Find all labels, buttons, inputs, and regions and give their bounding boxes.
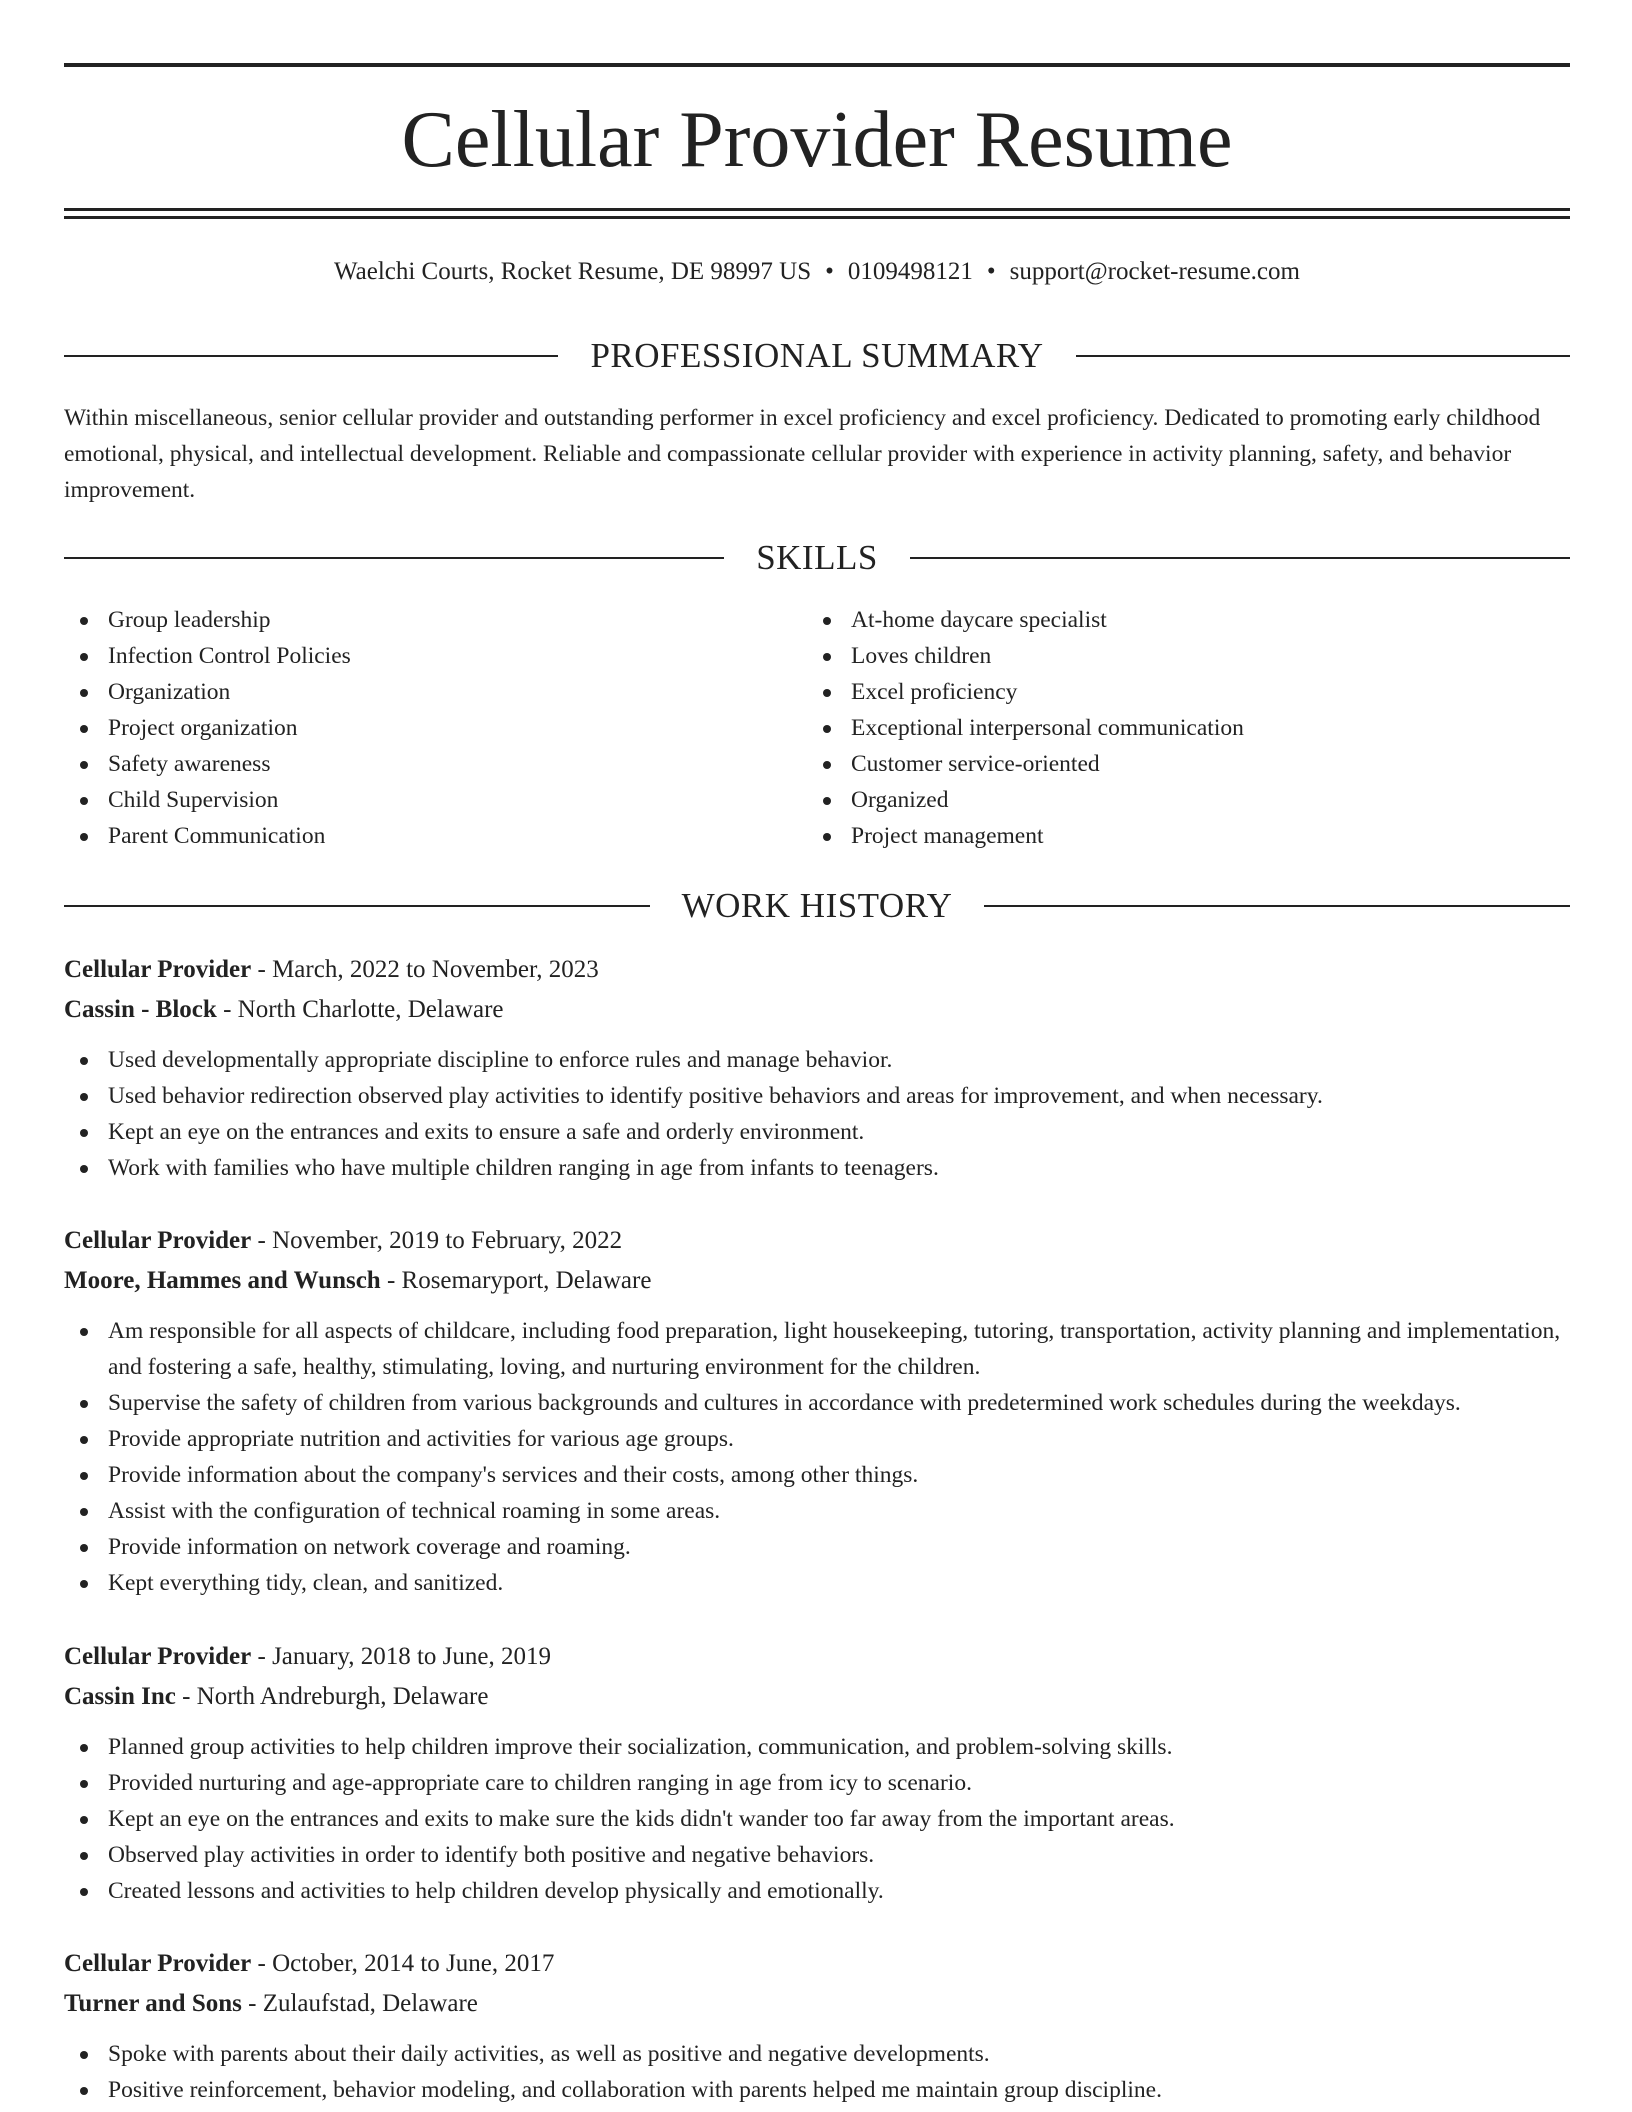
job-bullet: Used behavior redirection observed play activities to identify positive behaviors and areas for improvement, and when necessary. xyxy=(64,1078,1570,1114)
section-title: SKILLS xyxy=(756,538,878,577)
job-bullet: Created lessons and activities to help children develop physically and emotionally. xyxy=(64,1873,1570,1909)
skill-item: Safety awareness xyxy=(64,746,807,782)
job-bullets xyxy=(64,1313,1570,1601)
job-bullet: Planned group activities to help children improve their socialization, communication, and problem-solving skills. xyxy=(64,1729,1570,1765)
job-title-line xyxy=(64,1944,1570,1984)
top-rule xyxy=(64,63,1570,67)
job-company: Cassin - Block xyxy=(64,996,217,1023)
job-company-line xyxy=(64,990,1570,1030)
skill-item: Organized xyxy=(807,782,1550,818)
contact-separator: • xyxy=(825,258,834,285)
job-company-line xyxy=(64,1984,1570,2024)
skill-item: Project organization xyxy=(64,710,807,746)
job-entry xyxy=(64,1221,1570,1601)
job-bullet: Provided nurturing and age-appropriate care to children ranging in age from icy to scenario. xyxy=(64,1765,1570,1801)
job-company-line xyxy=(64,1261,1570,1301)
skill-item: Loves children xyxy=(807,638,1550,674)
resume-title: Cellular Provider Resume xyxy=(401,96,1233,184)
job-dates: - January, 2018 to June, 2019 xyxy=(251,1643,551,1670)
job-role: Cellular Provider xyxy=(64,1950,252,1977)
title-rule-lower xyxy=(64,216,1570,219)
skill-item: Parent Communication xyxy=(64,818,807,854)
job-bullet: Positive reinforcement, behavior modeling, and collaboration with parents helped me maintain group discipline. xyxy=(64,2072,1570,2108)
job-bullet: Assist with the configuration of technical roaming in some areas. xyxy=(64,1493,1570,1529)
job-bullet: Provide information on network coverage and roaming. xyxy=(64,1529,1570,1565)
section-header-summary xyxy=(64,334,1570,378)
job-bullet: Used developmentally appropriate discipline to enforce rules and manage behavior. xyxy=(64,1042,1570,1078)
job-dates: - March, 2022 to November, 2023 xyxy=(251,956,599,983)
job-bullet: Provide information about the company's services and their costs, among other things. xyxy=(64,1457,1570,1493)
job-location: - North Charlotte, Delaware xyxy=(216,996,504,1023)
skills-list xyxy=(64,602,1570,854)
job-title-line xyxy=(64,950,1570,990)
job-location: - Rosemaryport, Delaware xyxy=(380,1267,652,1294)
job-company-line xyxy=(64,1677,1570,1717)
contact-line xyxy=(64,254,1570,290)
job-role: Cellular Provider xyxy=(64,956,252,983)
job-entry xyxy=(64,1637,1570,1909)
skill-item: Child Supervision xyxy=(64,782,807,818)
skill-item: Excel proficiency xyxy=(807,674,1550,710)
section-header-skills xyxy=(64,536,1570,580)
job-company: Turner and Sons xyxy=(64,1990,242,2017)
job-title-line xyxy=(64,1221,1570,1261)
section-rule-left xyxy=(64,355,558,357)
job-company: Moore, Hammes and Wunsch xyxy=(64,1267,381,1294)
skill-item: Infection Control Policies xyxy=(64,638,807,674)
section-title: WORK HISTORY xyxy=(681,886,953,925)
job-bullets xyxy=(64,1729,1570,1909)
summary-text: Within miscellaneous, senior cellular provider and outstanding performer in excel proficiency and excel proficiency. Dedicated to promoting early childhood emotional, physical, and intellectual development. Reliable and compassionate cellular provider with experience in activity planning, safety, and behavior improvement. xyxy=(64,405,1541,503)
job-bullets xyxy=(64,1042,1570,1186)
job-bullet: Kept an eye on the entrances and exits to make sure the kids didn't wander too far away from the important areas. xyxy=(64,1801,1570,1837)
job-role: Cellular Provider xyxy=(64,1643,252,1670)
skill-item: Organization xyxy=(64,674,807,710)
skills-column-left xyxy=(64,602,807,854)
job-bullet: Spoke with parents about their daily activities, as well as positive and negative developments. xyxy=(64,2036,1570,2072)
job-role: Cellular Provider xyxy=(64,1227,252,1254)
skill-item: Group leadership xyxy=(64,602,807,638)
job-title-line xyxy=(64,1637,1570,1677)
section-rule-right xyxy=(984,905,1570,907)
job-bullet: Supervise the safety of children from various backgrounds and cultures in accordance with predetermined work schedules during the weekdays. xyxy=(64,1385,1570,1421)
section-rule-right xyxy=(1076,355,1570,357)
job-entry xyxy=(64,950,1570,1186)
skill-item: Exceptional interpersonal communication xyxy=(807,710,1550,746)
job-bullet: Observed play activities in order to identify both positive and negative behaviors. xyxy=(64,1837,1570,1873)
contact-address: Waelchi Courts, Rocket Resume, DE 98997 US xyxy=(334,258,812,285)
skill-item: Project management xyxy=(807,818,1550,854)
job-bullets xyxy=(64,2036,1570,2108)
section-rule-right xyxy=(910,557,1570,559)
contact-separator: • xyxy=(986,258,996,285)
contact-phone: 0109498121 xyxy=(847,258,973,285)
job-bullet: Kept everything tidy, clean, and sanitized. xyxy=(64,1565,1570,1601)
section-rule-left xyxy=(64,905,650,907)
job-location: - Zulaufstad, Delaware xyxy=(241,1990,478,2017)
contact-email: support@rocket-resume.com xyxy=(1009,258,1300,285)
skill-item: Customer service-oriented xyxy=(807,746,1550,782)
job-bullet: Provide appropriate nutrition and activities for various age groups. xyxy=(64,1421,1570,1457)
job-dates: - November, 2019 to February, 2022 xyxy=(251,1227,623,1254)
section-title: PROFESSIONAL SUMMARY xyxy=(590,336,1044,375)
job-bullet: Work with families who have multiple children ranging in age from infants to teenagers. xyxy=(64,1150,1570,1186)
job-company: Cassin Inc xyxy=(64,1683,176,1710)
skills-column-right xyxy=(807,602,1550,854)
title-rule-upper xyxy=(64,208,1570,211)
job-entry xyxy=(64,1944,1570,2108)
job-location: - North Andreburgh, Delaware xyxy=(175,1683,489,1710)
section-rule-left xyxy=(64,557,724,559)
skill-item: At-home daycare specialist xyxy=(807,602,1550,638)
job-bullet: Kept an eye on the entrances and exits to ensure a safe and orderly environment. xyxy=(64,1114,1570,1150)
job-dates: - October, 2014 to June, 2017 xyxy=(251,1950,555,1977)
job-bullet: Am responsible for all aspects of childcare, including food preparation, light housekeeping, tutoring, transportation, activity planning and implementation, and fostering a safe, healthy, stimulating, loving, and nurturing environment for the children. xyxy=(64,1313,1570,1385)
section-header-work-history xyxy=(64,884,1570,928)
